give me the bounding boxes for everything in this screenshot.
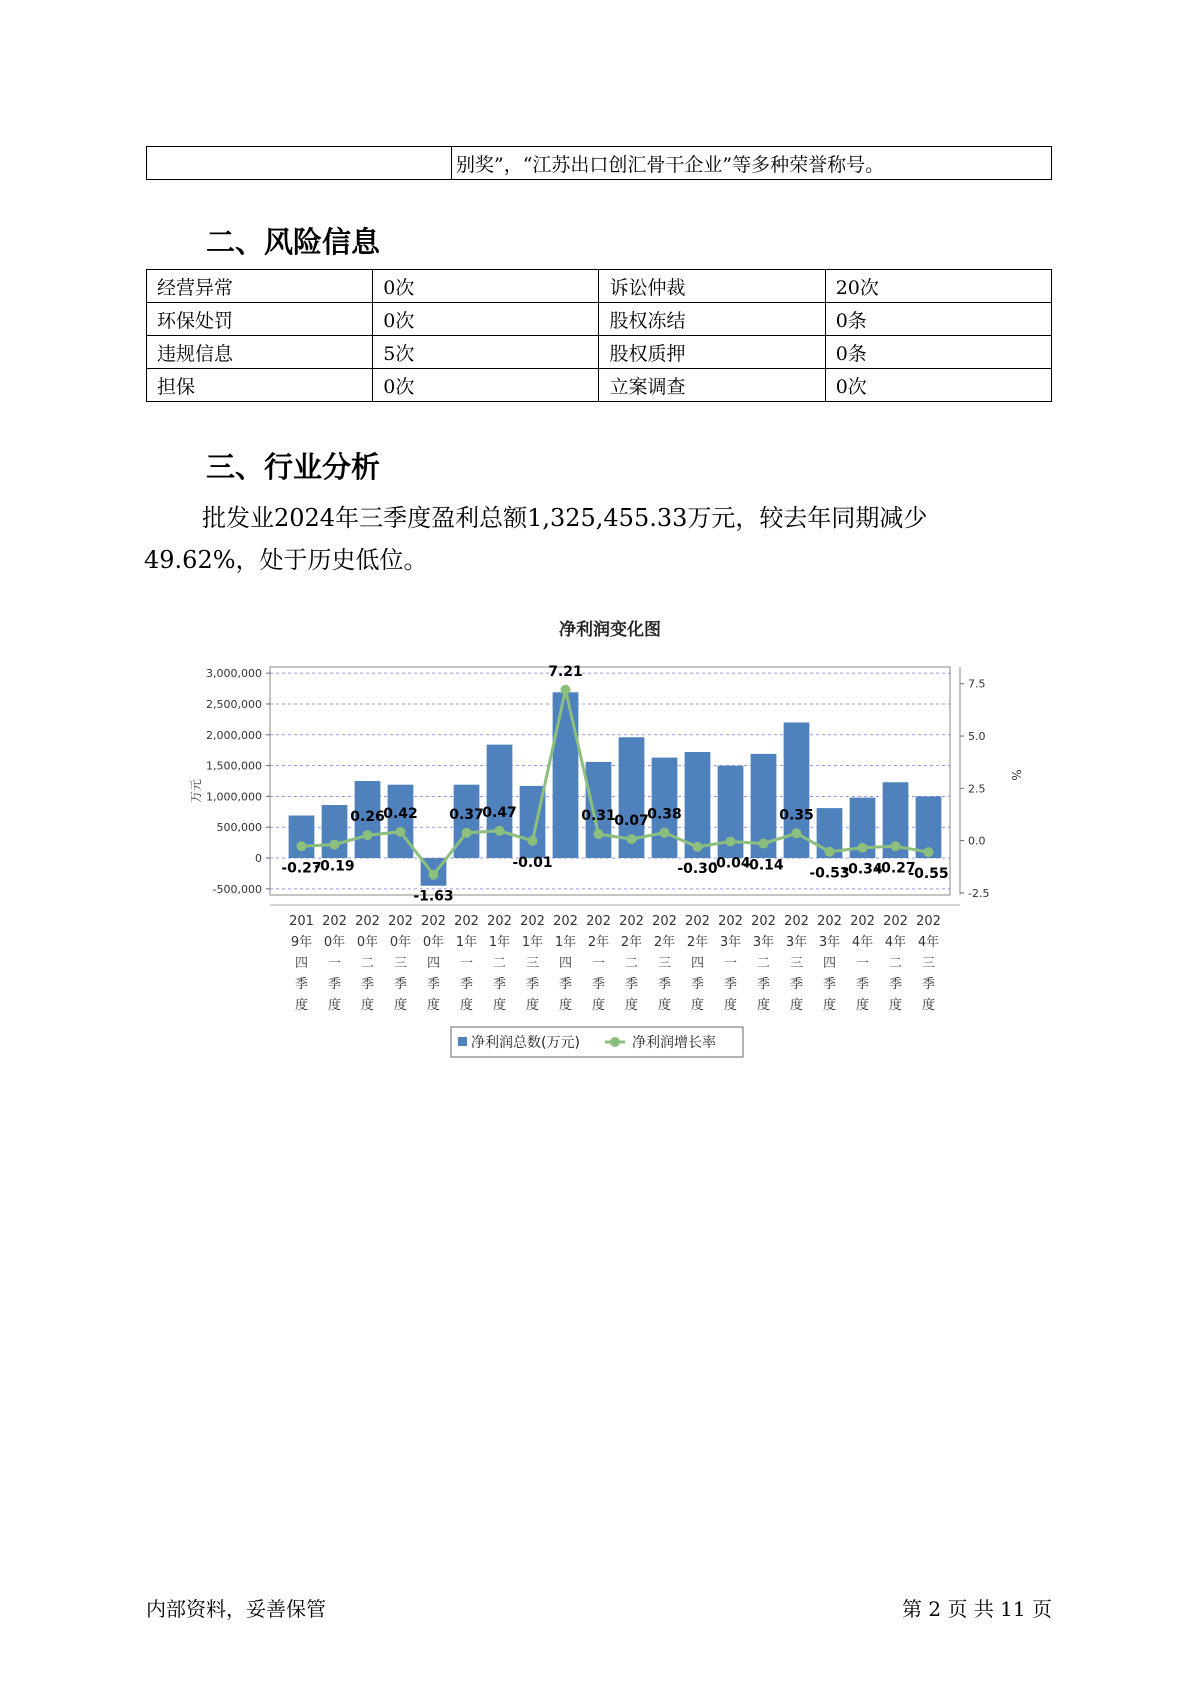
x-tick-label: 202 [817, 914, 842, 929]
x-tick-label: 202 [619, 914, 644, 929]
net-profit-chart [170, 615, 1030, 1075]
growth-data-label: -0.55 [908, 866, 949, 883]
x-tick-label: 季 [789, 977, 804, 992]
x-tick-label: 3年 [818, 935, 841, 950]
x-tick-label: 四 [558, 956, 573, 971]
risk-row [147, 369, 1052, 402]
growth-point [297, 841, 307, 851]
x-tick-label: 四 [822, 956, 837, 971]
y-tick-label: 2,500,000 [206, 697, 262, 711]
y2-tick-label: 5.0 [968, 730, 986, 744]
x-tick-label: 202 [322, 914, 347, 929]
risk-item-label: 股权质押 [599, 336, 825, 369]
risk-item-value: 0次 [825, 369, 1051, 402]
y-tick-label: 1,000,000 [206, 790, 262, 804]
x-tick-label: 度 [789, 998, 804, 1013]
risk-info-table [146, 269, 1052, 402]
section-title-industry: 三、行业分析 [206, 450, 381, 484]
x-tick-label: 季 [426, 977, 441, 992]
x-tick-label: 度 [525, 998, 540, 1013]
x-tick-label: 3年 [785, 935, 808, 950]
risk-item-value: 0次 [373, 369, 599, 402]
risk-item-value: 0条 [825, 303, 1051, 336]
x-tick-label: 四 [690, 956, 705, 971]
x-tick-label: 四 [294, 956, 309, 971]
x-tick-label: 4年 [917, 935, 940, 950]
x-tick-label: 季 [855, 977, 870, 992]
x-tick-label: 度 [327, 998, 342, 1013]
x-tick-label: 三 [525, 956, 540, 971]
x-tick-label: 3年 [752, 935, 775, 950]
x-tick-label: 二 [360, 956, 375, 971]
x-tick-label: 三 [393, 956, 408, 971]
legend-line-label: 净利润增长率 [632, 1035, 716, 1051]
x-tick-label: 0年 [422, 935, 445, 950]
footer-page-number: 第 2 页 共 11 页 [902, 1597, 1052, 1621]
growth-data-label: -1.63 [413, 888, 454, 905]
x-tick-label: 季 [888, 977, 903, 992]
x-tick-label: 2年 [587, 935, 610, 950]
y2-tick-label: 7.5 [968, 677, 986, 691]
x-tick-label: 季 [558, 977, 573, 992]
risk-item-label: 经营异常 [147, 270, 373, 303]
growth-data-label: 0.26 [350, 809, 385, 826]
x-tick-label: 二 [624, 956, 639, 971]
x-tick-label: 四 [426, 956, 441, 971]
bar [289, 816, 315, 859]
y2-tick-label: 0.0 [968, 834, 986, 848]
growth-point [792, 828, 802, 838]
x-tick-label: 三 [657, 956, 672, 971]
footer-confidential: 内部资料，妥善保管 [146, 1597, 326, 1621]
risk-item-label: 股权冻结 [599, 303, 825, 336]
x-tick-label: 202 [850, 914, 875, 929]
x-tick-label: 1年 [554, 935, 577, 950]
chart-title: 净利润变化图 [559, 620, 661, 640]
x-tick-label: 202 [388, 914, 413, 929]
x-tick-label: 一 [327, 956, 342, 971]
x-tick-label: 一 [591, 956, 606, 971]
x-tick-label: 202 [487, 914, 512, 929]
growth-data-label: 0.07 [614, 813, 649, 830]
x-tick-label: 度 [393, 998, 408, 1013]
x-tick-label: 202 [916, 914, 941, 929]
x-tick-label: 4年 [851, 935, 874, 950]
x-tick-label: 季 [591, 977, 606, 992]
x-tick-label: 度 [723, 998, 738, 1013]
legend-bar-swatch [458, 1037, 467, 1046]
x-tick-label: 2年 [686, 935, 709, 950]
growth-point [528, 836, 538, 846]
x-tick-label: 度 [690, 998, 705, 1013]
x-tick-label: 202 [421, 914, 446, 929]
risk-row [147, 270, 1052, 303]
x-tick-label: 季 [393, 977, 408, 992]
growth-data-label: 0.37 [449, 806, 484, 823]
x-tick-label: 二 [888, 956, 903, 971]
x-tick-label: 202 [355, 914, 380, 929]
growth-point [726, 836, 736, 846]
y2-tick-label: -2.5 [968, 886, 990, 900]
growth-data-label: -0.34 [842, 861, 883, 878]
x-tick-label: 三 [921, 956, 936, 971]
y-axis-label: 万元 [189, 778, 203, 804]
x-tick-label: 202 [520, 914, 545, 929]
x-tick-label: 0年 [389, 935, 412, 950]
x-tick-label: 202 [586, 914, 611, 929]
y-tick-label: -500,000 [212, 882, 262, 896]
y-tick-label: 1,500,000 [206, 759, 262, 773]
x-tick-label: 202 [553, 914, 578, 929]
x-tick-label: 202 [883, 914, 908, 929]
x-tick-label: 3年 [719, 935, 742, 950]
growth-point [891, 841, 901, 851]
growth-point [429, 870, 439, 880]
growth-point [363, 830, 373, 840]
x-tick-label: 季 [657, 977, 672, 992]
legend-line-marker [610, 1037, 620, 1047]
growth-point [561, 685, 571, 695]
x-tick-label: 度 [360, 998, 375, 1013]
risk-item-label: 诉讼仲裁 [599, 270, 825, 303]
risk-row [147, 303, 1052, 336]
growth-point [594, 829, 604, 839]
continued-table-right-cell: 别奖”，“江苏出口创汇骨干企业”等多种荣誉称号。 [452, 147, 1052, 180]
x-tick-label: 季 [723, 977, 738, 992]
x-tick-label: 1年 [455, 935, 478, 950]
x-tick-label: 度 [591, 998, 606, 1013]
x-tick-label: 一 [459, 956, 474, 971]
x-tick-label: 202 [751, 914, 776, 929]
x-tick-label: 三 [789, 956, 804, 971]
x-tick-label: 二 [756, 956, 771, 971]
growth-point [924, 847, 934, 857]
x-tick-label: 202 [652, 914, 677, 929]
industry-paragraph: 批发业2024年三季度盈利总额1,325,455.33万元，较去年同期减少49.62%，处于历史低位。 [144, 504, 928, 574]
continued-table [146, 146, 1052, 180]
growth-data-label: -0.30 [677, 860, 718, 877]
growth-data-label: -0.27 [875, 860, 916, 877]
y-tick-label: 3,000,000 [206, 667, 262, 681]
growth-point [858, 843, 868, 853]
x-tick-label: 度 [294, 998, 309, 1013]
x-tick-label: 2年 [620, 935, 643, 950]
x-tick-label: 季 [525, 977, 540, 992]
x-tick-label: 季 [492, 977, 507, 992]
growth-point [825, 847, 835, 857]
x-tick-label: 0年 [356, 935, 379, 950]
x-tick-label: 202 [718, 914, 743, 929]
x-tick-label: 度 [921, 998, 936, 1013]
growth-data-label: -0.14 [743, 857, 784, 874]
risk-row [147, 336, 1052, 369]
growth-data-label: 0.38 [647, 806, 682, 823]
growth-point [330, 840, 340, 850]
x-tick-label: 9年 [290, 935, 313, 950]
y2-axis-label: % [1009, 769, 1023, 781]
x-tick-label: 季 [360, 977, 375, 992]
growth-point [495, 826, 505, 836]
bar [487, 745, 513, 858]
growth-point [462, 828, 472, 838]
x-tick-label: 季 [459, 977, 474, 992]
x-tick-label: 季 [327, 977, 342, 992]
x-tick-label: 4年 [884, 935, 907, 950]
x-tick-label: 度 [855, 998, 870, 1013]
legend-bar-label: 净利润总数(万元) [471, 1035, 580, 1051]
risk-item-label: 违规信息 [147, 336, 373, 369]
x-tick-label: 一 [855, 956, 870, 971]
risk-item-value: 0次 [373, 303, 599, 336]
x-tick-label: 度 [756, 998, 771, 1013]
x-tick-label: 季 [921, 977, 936, 992]
x-tick-label: 度 [426, 998, 441, 1013]
growth-point [759, 839, 769, 849]
x-tick-label: 度 [558, 998, 573, 1013]
x-tick-label: 度 [657, 998, 672, 1013]
risk-item-value: 20次 [825, 270, 1051, 303]
growth-data-label: 0.47 [482, 804, 517, 821]
x-tick-label: 季 [690, 977, 705, 992]
y-tick-label: 2,000,000 [206, 728, 262, 742]
risk-item-label: 担保 [147, 369, 373, 402]
growth-point [693, 842, 703, 852]
bar [553, 692, 579, 858]
x-tick-label: 度 [822, 998, 837, 1013]
growth-data-label: -0.53 [809, 865, 850, 882]
growth-point [396, 827, 406, 837]
y-tick-label: 500,000 [216, 821, 262, 835]
growth-data-label: -0.01 [512, 854, 553, 871]
x-tick-label: 202 [454, 914, 479, 929]
y2-tick-label: 2.5 [968, 782, 986, 796]
x-tick-label: 季 [624, 977, 639, 992]
x-tick-label: 二 [492, 956, 507, 971]
x-tick-label: 1年 [521, 935, 544, 950]
x-tick-label: 度 [492, 998, 507, 1013]
growth-point [627, 834, 637, 844]
y-tick-label: 0 [255, 852, 262, 866]
risk-item-value: 0次 [373, 270, 599, 303]
bar [322, 805, 348, 858]
growth-data-label: -0.04 [710, 855, 751, 872]
x-tick-label: 季 [294, 977, 309, 992]
growth-data-label: 7.21 [548, 663, 583, 680]
section-title-risk: 二、风险信息 [206, 225, 381, 259]
growth-data-label: 0.35 [779, 807, 814, 824]
growth-data-label: -0.19 [314, 858, 355, 875]
risk-item-label: 立案调查 [599, 369, 825, 402]
x-tick-label: 季 [822, 977, 837, 992]
x-tick-label: 201 [289, 914, 314, 929]
growth-point [660, 828, 670, 838]
x-tick-label: 0年 [323, 935, 346, 950]
continued-table-left-cell [147, 147, 452, 180]
risk-item-label: 环保处罚 [147, 303, 373, 336]
x-tick-label: 1年 [488, 935, 511, 950]
x-tick-label: 202 [685, 914, 710, 929]
x-tick-label: 季 [756, 977, 771, 992]
risk-item-value: 5次 [373, 336, 599, 369]
x-tick-label: 度 [624, 998, 639, 1013]
risk-item-value: 0条 [825, 336, 1051, 369]
x-tick-label: 度 [459, 998, 474, 1013]
x-tick-label: 度 [888, 998, 903, 1013]
growth-data-label: 0.42 [383, 805, 418, 822]
x-tick-label: 一 [723, 956, 738, 971]
x-tick-label: 2年 [653, 935, 676, 950]
growth-data-label: 0.31 [581, 808, 616, 825]
growth-data-label: -0.27 [281, 860, 322, 877]
x-tick-label: 202 [784, 914, 809, 929]
